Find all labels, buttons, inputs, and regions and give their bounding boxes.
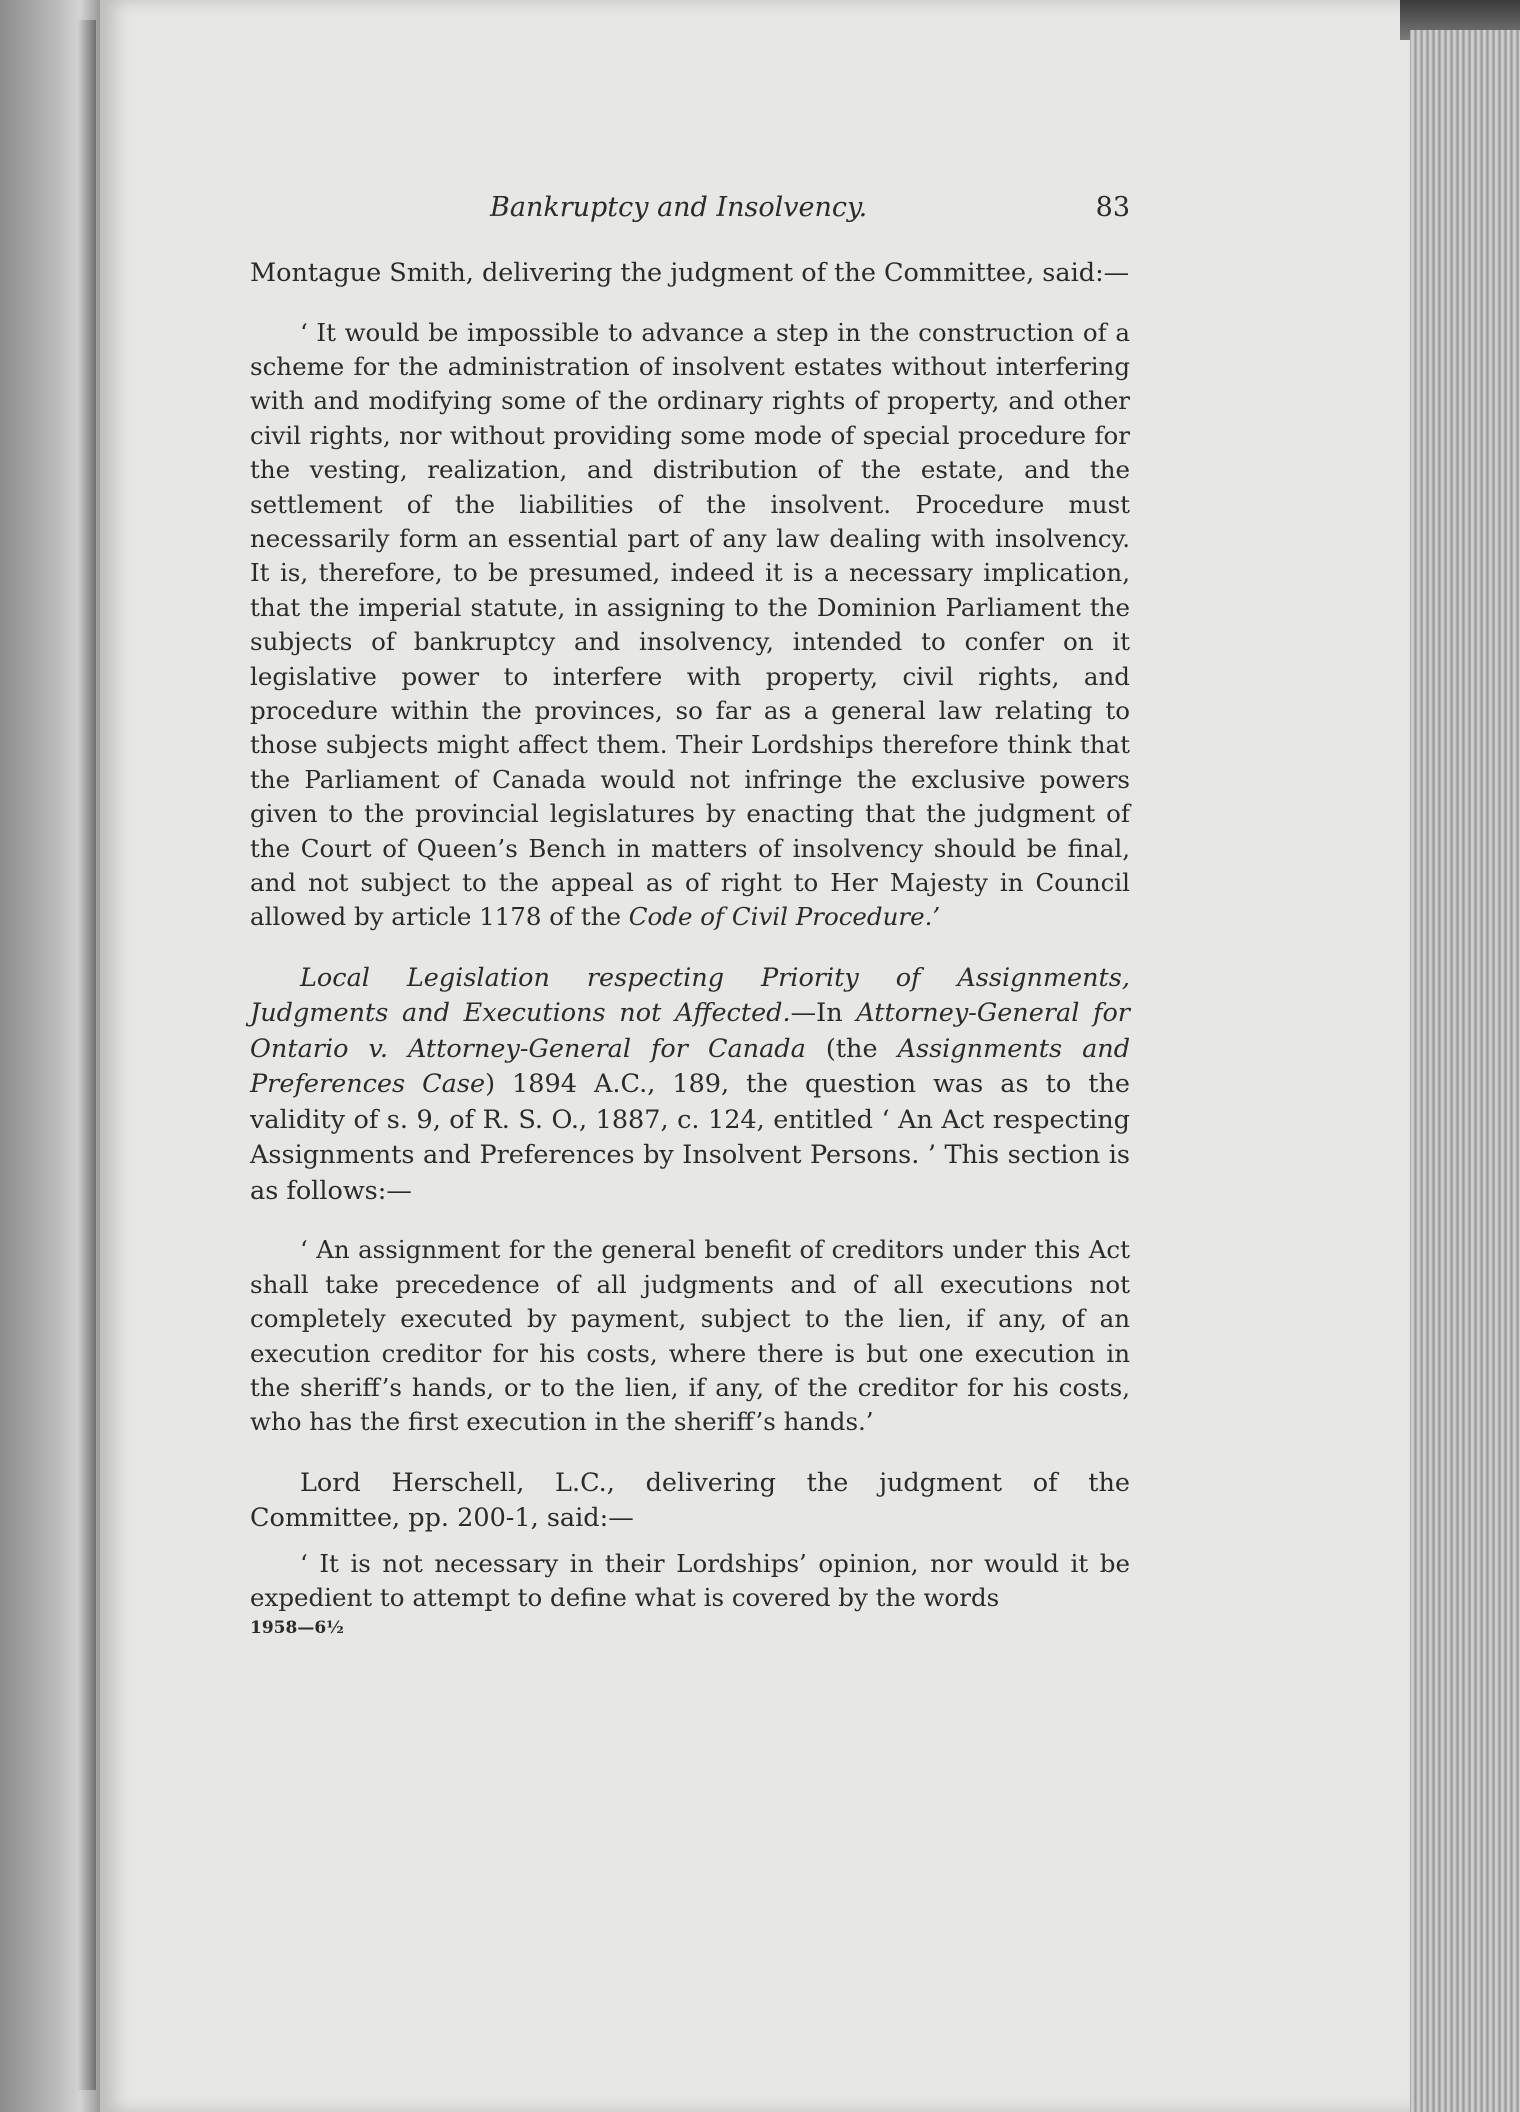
running-head: Bankruptcy and Insolvency. — [490, 192, 868, 223]
case-name: Attorney-General for Ontario v. Attorney-General for Canada — [250, 998, 1130, 1064]
book-gutter — [78, 20, 96, 2090]
quotation-herschell: ‘ It is not necessary in their Lordships’ opinion, nor would it be expedient to attempt to define what is covered by the words — [250, 1548, 1130, 1613]
section-dash: —In — [790, 998, 843, 1029]
herschell-paragraph: Lord Herschell, L.C., delivering the judgment of the Committee, pp. 200-1, said:— — [250, 1467, 1130, 1534]
case-short-name: Assignments and Preferences Case — [250, 1033, 1131, 1100]
section-text: ) 1894 A.C., 189, the question was as to the validity of s. 9, of R. S. O., 1887, c. 124, entitled ‘ An Act respecting Assignments and Preferences by Insolvent Persons. ’ This section is as follows:— — [250, 1069, 1130, 1206]
quotation-privy-council — [250, 316, 1130, 935]
intro-paragraph: Montague Smith, delivering the judgment of the Committee, said:— — [250, 258, 1130, 288]
code-citation: Code of Civil Procedure.’ — [628, 902, 941, 932]
page-text — [250, 190, 1130, 1638]
section-paragraph — [250, 961, 1130, 1210]
quotation-text: ‘ It would be impossible to advance a step in the construction of a scheme for the administration of insolvent estates without interfering with and modifying some of the ordinary rights of property, and other civil rights, nor without providing some mode of special procedure for the vesting, realization, and distribution of the estate, and the settlement of the liabilities of the insolvent. Procedure must necessarily form an essential part of any law dealing with insolvency. It is, therefore, to be presumed, indeed it is a necessary implication, that the imperial statute, in assigning to the Dominion Parliament the subjects of bankruptcy and insolvency, intended to confer on it legislative power to interfere with property, civil rights, and procedure within the provinces, so far as a general law relating to those subjects might affect them. Their Lordships therefore think that the Parliament of Canada would not infringe the exclusive powers given to the provincial legislatures by enacting that the judgment of the Court of Queen’s Bench in matters of insolvency should be final, and not subject to the appeal as of right to Her Majesty in Council allowed by article 1178 of the — [250, 317, 1130, 932]
stacked-page-edges — [1410, 30, 1520, 2112]
case-open: (the — [825, 1033, 878, 1064]
quotation-statute: ‘ An assignment for the general benefit of creditors under this Act shall take precedence of all judgments and of all executions not completely executed by payment, subject to the lien, if any, of an execution creditor for his costs, where there is but one execution in the sheriff’s hands, or to the lien, if any, of the creditor for his costs, who has the first execution in the sheriff’s hands.’ — [250, 1235, 1130, 1437]
section-heading: Local Legislation respecting Priority of Assignments, Judgments and Executions not Affected. — [250, 962, 1130, 1029]
printer-signature: 1958—6½ — [250, 1617, 344, 1638]
page-header — [250, 190, 1130, 234]
page-number: 83 — [1095, 192, 1130, 223]
